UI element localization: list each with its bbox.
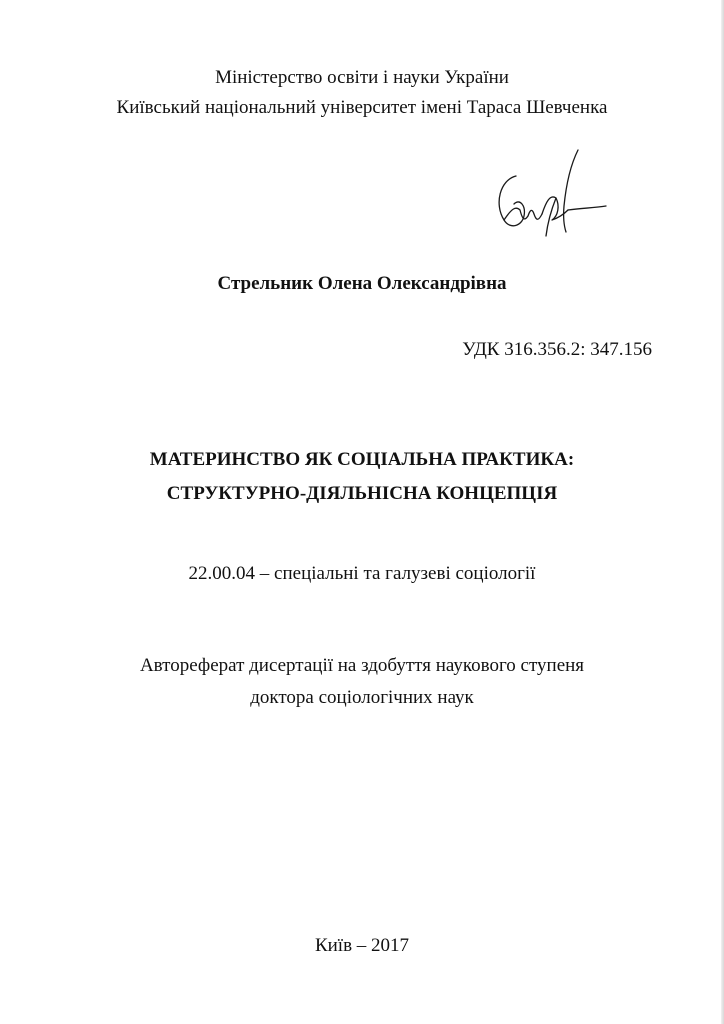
ministry-line: Міністерство освіти і науки України xyxy=(215,67,509,88)
university-line: Київський національний університет імені Тараса Шевченка xyxy=(116,97,608,118)
degree-line-1: Автореферат дисертації на здобуття наукового ступеня xyxy=(139,655,585,676)
degree-line-2: доктора соціологічних наук xyxy=(250,687,474,708)
udc-code: УДК 316.356.2: 347.156 xyxy=(462,339,652,360)
author-name: Стрельник Олена Олександрівна xyxy=(217,273,507,294)
city-year: Київ – 2017 xyxy=(314,935,410,956)
signature-icon xyxy=(486,146,610,242)
title-line-1: МАТЕРИНСТВО ЯК СОЦІАЛЬНА ПРАКТИКА: xyxy=(149,449,575,470)
specialty-line: 22.00.04 – спеціальні та галузеві соціології xyxy=(188,563,536,584)
title-line-2: СТРУКТУРНО-ДІЯЛЬНІСНА КОНЦЕПЦІЯ xyxy=(166,483,558,504)
